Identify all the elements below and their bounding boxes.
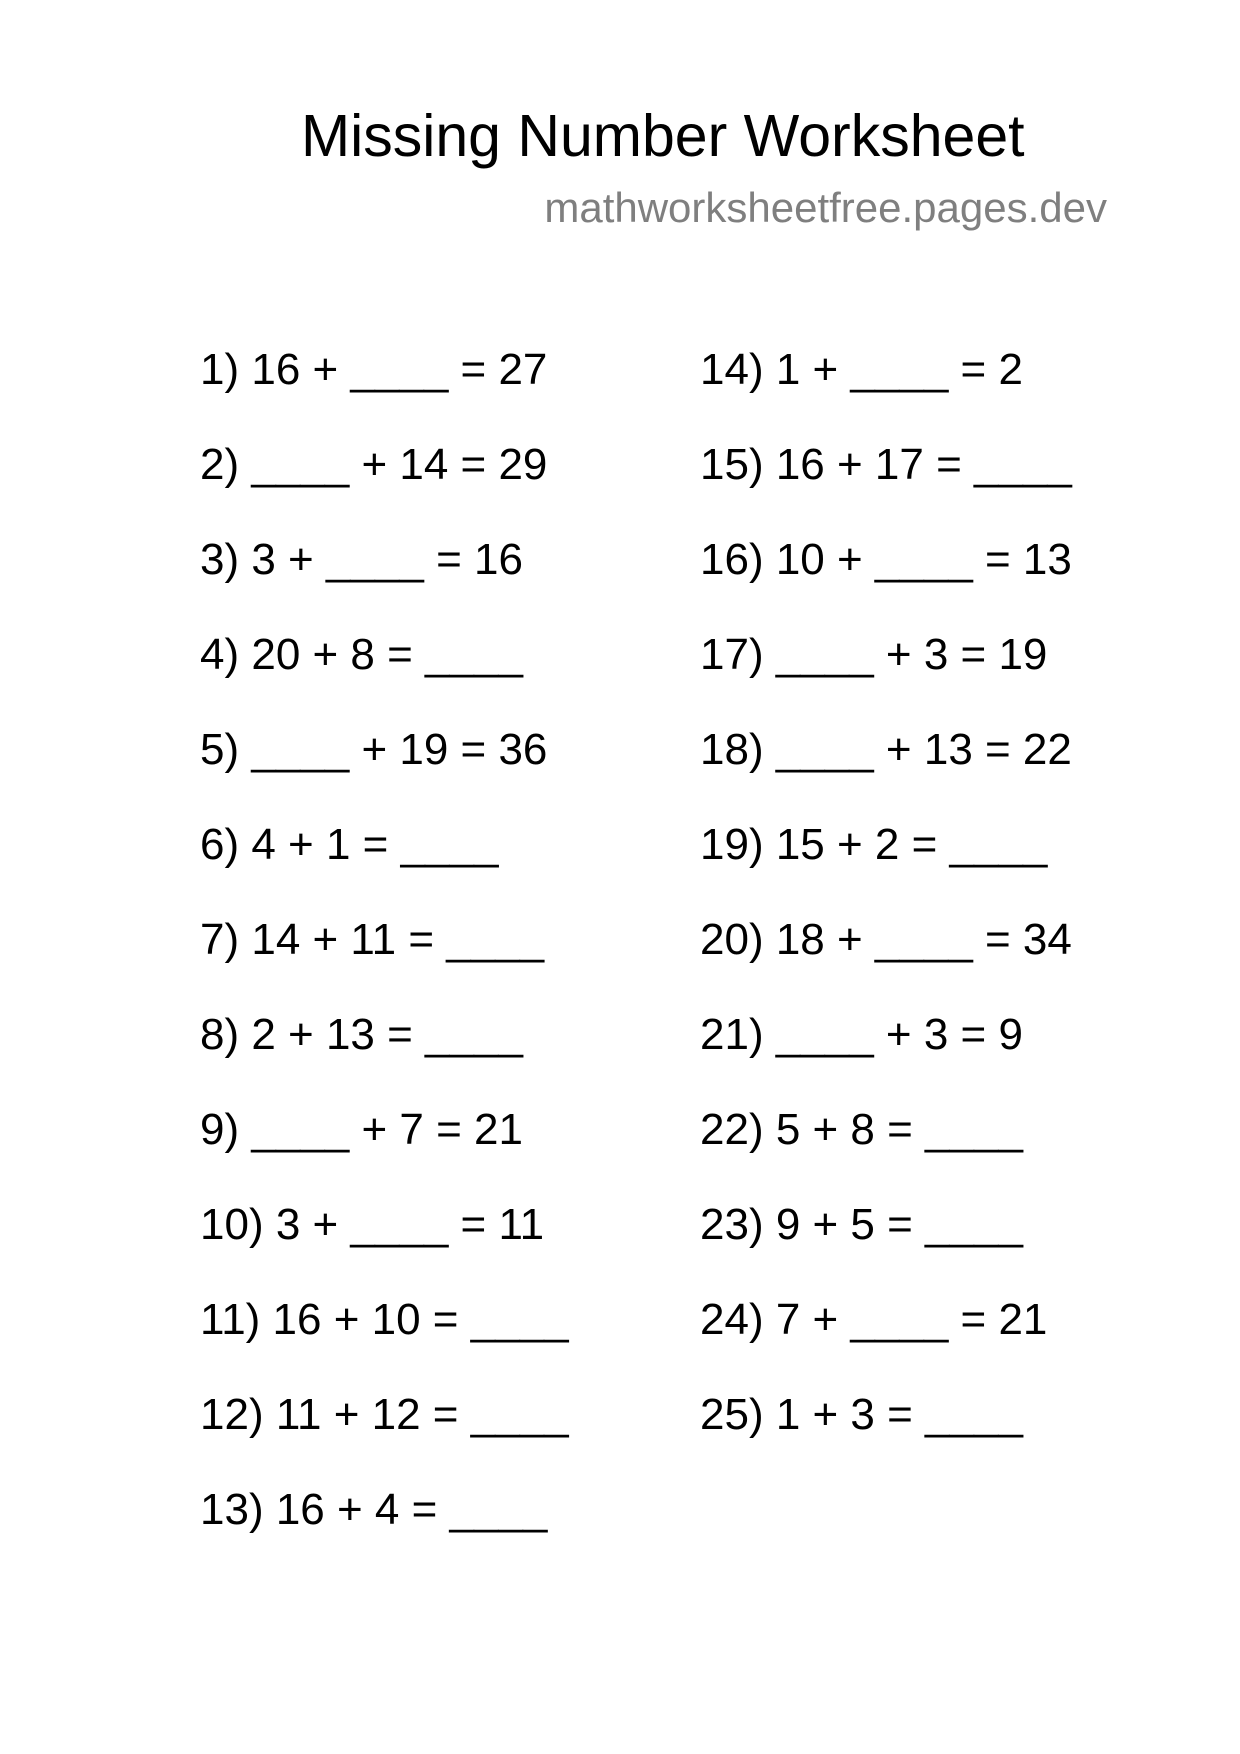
problem-item: 21) ____ + 3 = 9 bbox=[700, 1010, 1023, 1059]
problem-item: 5) ____ + 19 = 36 bbox=[200, 725, 548, 774]
problem-item: 1) 16 + ____ = 27 bbox=[200, 345, 548, 394]
problem-item: 22) 5 + 8 = ____ bbox=[700, 1105, 1023, 1154]
problem-item: 8) 2 + 13 = ____ bbox=[200, 1010, 523, 1059]
problem-item: 23) 9 + 5 = ____ bbox=[700, 1200, 1023, 1249]
problem-item: 24) 7 + ____ = 21 bbox=[700, 1295, 1048, 1344]
problem-item: 9) ____ + 7 = 21 bbox=[200, 1105, 523, 1154]
problem-item: 12) 11 + 12 = ____ bbox=[200, 1390, 569, 1439]
problem-item: 18) ____ + 13 = 22 bbox=[700, 725, 1072, 774]
problem-item: 7) 14 + 11 = ____ bbox=[200, 915, 545, 964]
worksheet-header bbox=[0, 0, 1240, 300]
problem-item: 19) 15 + 2 = ____ bbox=[700, 820, 1048, 869]
problem-item: 20) 18 + ____ = 34 bbox=[700, 915, 1072, 964]
problem-item: 10) 3 + ____ = 11 bbox=[200, 1200, 545, 1249]
problem-item: 17) ____ + 3 = 19 bbox=[700, 630, 1048, 679]
problem-column-right bbox=[700, 340, 1180, 1480]
problem-item: 25) 1 + 3 = ____ bbox=[700, 1390, 1023, 1439]
problem-item: 14) 1 + ____ = 2 bbox=[700, 345, 1023, 394]
problem-item: 3) 3 + ____ = 16 bbox=[200, 535, 523, 584]
problem-item: 13) 16 + 4 = ____ bbox=[200, 1485, 548, 1534]
source-url: mathworksheetfree.pages.dev bbox=[544, 184, 1107, 231]
problem-item: 11) 16 + 10 = ____ bbox=[200, 1295, 569, 1344]
problem-item: 2) ____ + 14 = 29 bbox=[200, 440, 548, 489]
problem-item: 4) 20 + 8 = ____ bbox=[200, 630, 523, 679]
problem-item: 16) 10 + ____ = 13 bbox=[700, 535, 1072, 584]
problem-item: 6) 4 + 1 = ____ bbox=[200, 820, 499, 869]
problem-item: 15) 16 + 17 = ____ bbox=[700, 440, 1072, 489]
problem-column-left bbox=[200, 340, 680, 1575]
page-title: Missing Number Worksheet bbox=[301, 103, 1025, 169]
